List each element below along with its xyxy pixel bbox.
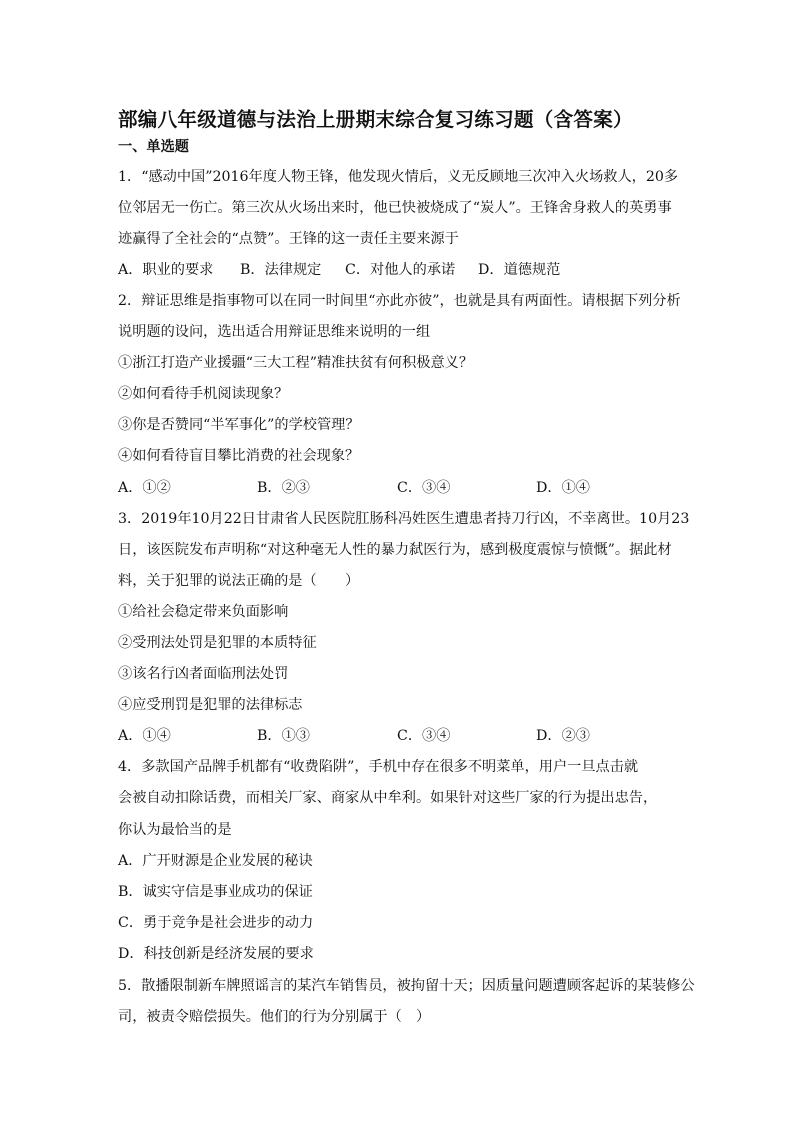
q3-line-2: 日，该医院发布声明称“对这种毫无人性的暴力弑医行为，感到极度震惊与愤慨”。据此材 [118,542,672,558]
q5-line-1: 5．散播限制新车牌照谣言的某汽车销售员，被拘留十天；因质量问题遭顾客起诉的某装修公 [118,978,695,994]
q1-option-d: D．道德规范 [478,262,561,278]
q2-option-c: C．③④ [397,480,451,496]
q3-line-1: 3．2019年10月22日甘肃省人民医院肛肠科冯姓医生遭患者持刀行凶，不幸离世。10月23 [118,511,690,527]
q1-option-a: A．职业的要求 [118,262,214,278]
section-heading: 一、单选题 [118,139,189,155]
q2-item-4: ④如何看待盲目攀比消费的社会现象？ [118,448,360,464]
q3-line-3: 料，关于犯罪的说法正确的是（ ） [118,573,360,589]
q2-option-b: B．②③ [257,480,310,496]
page-title: 部编八年级道德与法治上册期末综合复习练习题（含答案） [118,108,633,131]
q1-line-1: 1．“感动中国”2016年度人物王锋，他发现火情后，义无反顾地三次冲入火场救人，20多 [118,169,679,185]
q3-option-a: A．①④ [118,728,171,744]
q1-line-2: 位邻居无一伤亡。第三次从火场出来时，他已快被烧成了“炭人”。王锋舍身救人的英勇事 [118,200,672,216]
q2-option-d: D．①④ [536,480,590,496]
q3-option-b: B．①③ [257,728,310,744]
q3-item-1: ①给社会稳定带来负面影响 [118,604,289,620]
q1-option-c: C．对他人的承诺 [345,262,456,278]
q3-item-4: ④应受刑罚是犯罪的法律标志 [118,697,303,713]
q2-item-2: ②如何看待手机阅读现象？ [118,386,289,402]
q4-line-2: 会被自动扣除话费，而相关厂家、商家从中牟利。如果针对这些厂家的行为提出忠告， [118,790,658,806]
q4-option-a: A．广开财源是企业发展的秘诀 [118,853,313,869]
q5-line-2: 司，被责令赔偿损失。他们的行为分别属于（ ） [118,1009,431,1025]
q3-item-2: ②受刑法处罚是犯罪的本质特征 [118,635,317,651]
q4-option-b: B．诚实守信是事业成功的保证 [118,884,313,900]
q2-item-3: ③你是否赞同“半军事化”的学校管理？ [118,417,360,433]
q2-item-1: ①浙江打造产业援疆“三大工程”精准扶贫有何积极意义？ [118,355,474,371]
q3-option-d: D．②③ [536,728,590,744]
q1-line-3: 迹赢得了全社会的“点赞”。王锋的这一责任主要来源于 [118,231,459,247]
q3-item-3: ③该名行凶者面临刑法处罚 [118,666,289,682]
q2-line-2: 说明题的设问，选出适合用辩证思维来说明的一组 [118,324,431,340]
q1-option-b: B．法律规定 [240,262,322,278]
q4-option-d: D．科技创新是经济发展的要求 [118,946,314,962]
q4-line-3: 你认为最恰当的是 [118,822,232,838]
q2-line-1: 2．辩证思维是指事物可以在同一时间里“亦此亦彼”，也就是具有两面性。请根据下列分析 [118,293,681,309]
q3-option-c: C．③④ [397,728,451,744]
q4-line-1: 4．多款国产品牌手机都有“收费陷阱”，手机中存在很多不明菜单，用户一旦点击就 [118,759,639,775]
q4-option-c: C．勇于竞争是社会进步的动力 [118,915,314,931]
q2-option-a: A．①② [118,480,171,496]
